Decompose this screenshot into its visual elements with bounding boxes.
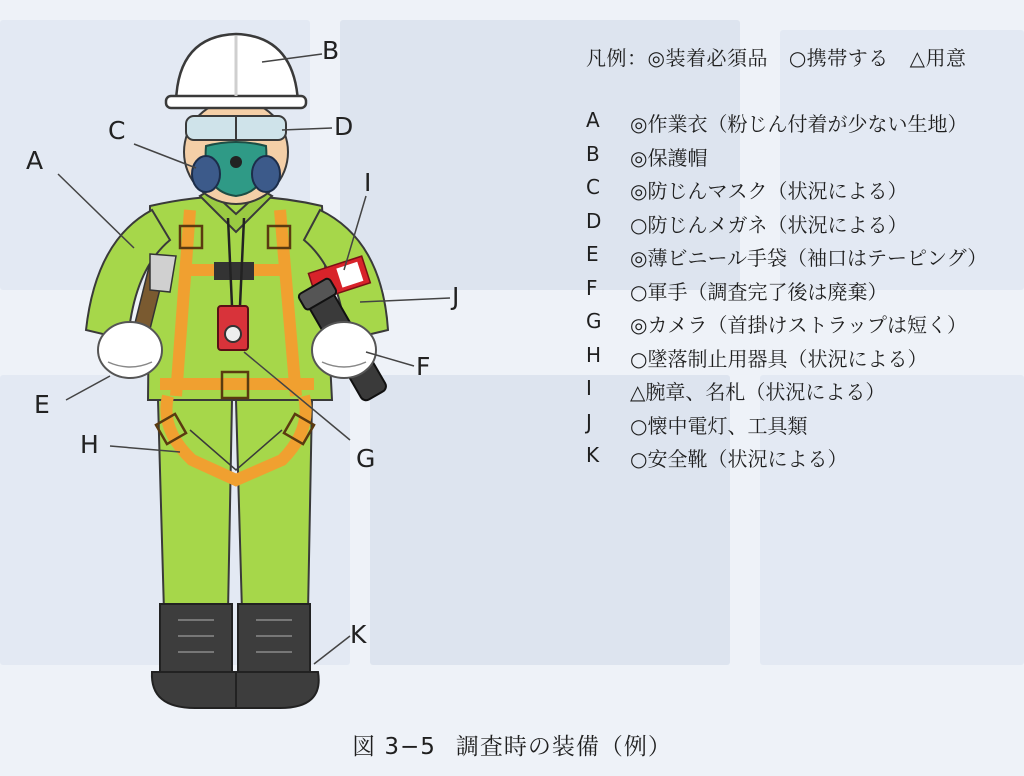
list-item	[586, 142, 987, 176]
callout-d: D	[334, 112, 354, 141]
item-text: ○墜落制止用器具（状況による）	[630, 346, 928, 371]
list-item	[586, 376, 987, 410]
respirator	[192, 142, 280, 196]
callout-i: I	[364, 168, 372, 197]
item-text: △腕章、名札（状況による）	[630, 380, 886, 404]
equipment-list	[586, 108, 987, 477]
safety-boots	[152, 604, 319, 708]
item-key: F	[586, 275, 598, 300]
item-text: ○懐中電灯、工具類	[630, 413, 808, 438]
item-text: ◎カメラ（首掛けストラップは短く）	[630, 313, 968, 337]
callout-h: H	[80, 430, 99, 459]
item-key: B	[586, 141, 600, 166]
legend-prepare: △用意	[909, 46, 967, 70]
list-item	[586, 443, 987, 477]
legend-carry: ○携帯する	[788, 46, 889, 70]
callout-e: E	[34, 390, 50, 419]
figure-caption	[0, 728, 1024, 761]
item-text: ○防じんメガネ（状況による）	[630, 212, 908, 237]
trousers	[158, 400, 312, 612]
item-text: ○軍手（調査完了後は廃棄）	[630, 279, 888, 304]
list-item	[586, 410, 987, 444]
callout-b: B	[322, 36, 340, 65]
figure-title: 調査時の装備（例）	[455, 734, 672, 760]
list-item	[586, 175, 987, 209]
list-item	[586, 343, 987, 377]
item-text: ◎保護帽	[630, 145, 708, 170]
list-item	[586, 242, 987, 276]
item-key: J	[586, 409, 592, 434]
callout-k: K	[350, 620, 367, 649]
legend	[586, 42, 981, 71]
callout-j: J	[452, 282, 460, 311]
item-key: I	[586, 376, 592, 400]
list-item	[586, 309, 987, 343]
item-key: G	[586, 309, 602, 333]
item-key: A	[586, 108, 600, 132]
item-key: K	[586, 443, 600, 467]
item-text: ◎薄ビニール手袋（袖口はテーピング）	[630, 246, 988, 270]
callout-g: G	[356, 444, 376, 473]
item-key: E	[586, 242, 599, 266]
callout-c: C	[108, 116, 126, 145]
list-item	[586, 209, 987, 243]
item-key: C	[586, 175, 600, 199]
callout-f: F	[416, 352, 431, 381]
item-text: ○安全靴（状況による）	[630, 447, 848, 471]
item-key: H	[586, 342, 602, 367]
helmet	[166, 34, 306, 108]
goggles	[186, 116, 286, 140]
legend-required: ◎装着必須品	[647, 46, 768, 70]
figure-number: 図 3−5	[352, 734, 436, 760]
item-key: D	[586, 208, 602, 233]
legend-label: 凡例：	[586, 46, 648, 70]
item-text: ◎防じんマスク（状況による）	[630, 179, 908, 203]
item-text: ◎作業衣（粉じん付着が少ない生地）	[630, 112, 968, 136]
callout-a: A	[26, 146, 44, 175]
list-item	[586, 276, 987, 310]
list-item	[586, 108, 987, 142]
